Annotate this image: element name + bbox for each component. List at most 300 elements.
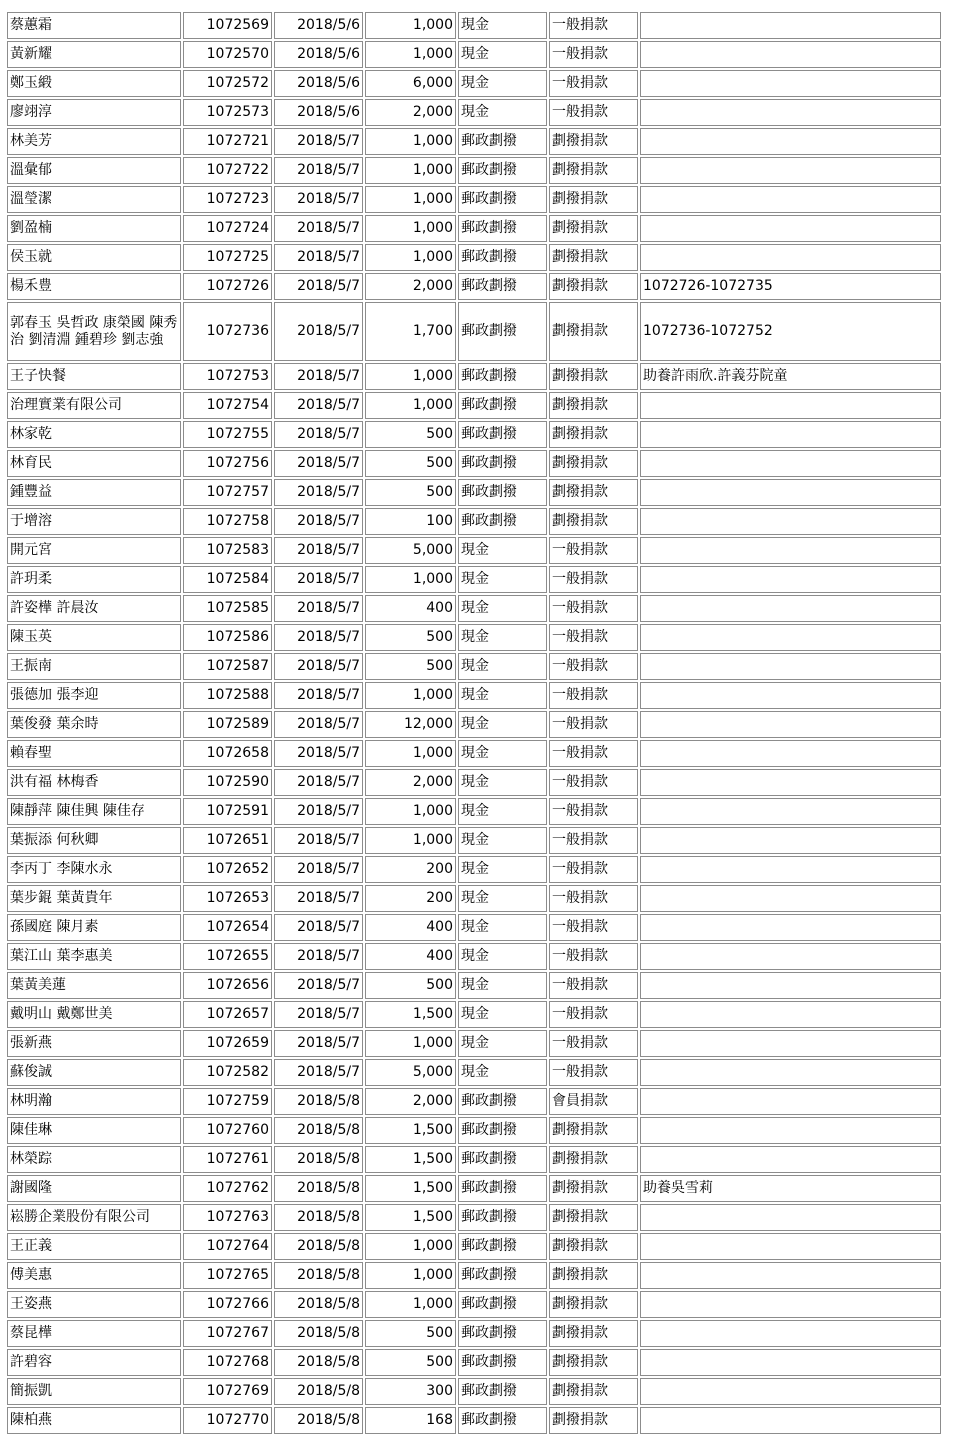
date-cell: 2018/5/7 bbox=[274, 769, 363, 796]
receipt-number-cell: 1072591 bbox=[183, 798, 272, 825]
table-row bbox=[7, 885, 941, 912]
date-cell: 2018/5/8 bbox=[274, 1204, 363, 1231]
date-cell: 2018/5/8 bbox=[274, 1262, 363, 1289]
payment-method-cell: 郵政劃撥 bbox=[458, 157, 547, 184]
donor-name-cell: 陳柏燕 bbox=[7, 1407, 181, 1434]
donation-category-cell: 劃撥捐款 bbox=[549, 1117, 638, 1144]
payment-method-cell: 現金 bbox=[458, 769, 547, 796]
table-row bbox=[7, 1349, 941, 1376]
note-cell bbox=[640, 1407, 941, 1434]
amount-cell: 500 bbox=[365, 1349, 456, 1376]
date-cell: 2018/5/7 bbox=[274, 421, 363, 448]
note-cell: 助養許雨欣.許義芬院童 bbox=[640, 363, 941, 390]
donation-category-cell: 會員捐款 bbox=[549, 1088, 638, 1115]
donation-category-cell: 劃撥捐款 bbox=[549, 421, 638, 448]
note-cell bbox=[640, 885, 941, 912]
note-cell bbox=[640, 12, 941, 39]
amount-cell: 1,000 bbox=[365, 392, 456, 419]
date-cell: 2018/5/7 bbox=[274, 682, 363, 709]
receipt-number-cell: 1072723 bbox=[183, 186, 272, 213]
payment-method-cell: 郵政劃撥 bbox=[458, 1320, 547, 1347]
date-cell: 2018/5/7 bbox=[274, 302, 363, 361]
donor-name-cell: 鄭玉緞 bbox=[7, 70, 181, 97]
table-row bbox=[7, 1262, 941, 1289]
table-row bbox=[7, 972, 941, 999]
table-row bbox=[7, 244, 941, 271]
date-cell: 2018/5/8 bbox=[274, 1088, 363, 1115]
amount-cell: 1,000 bbox=[365, 1233, 456, 1260]
receipt-number-cell: 1072655 bbox=[183, 943, 272, 970]
date-cell: 2018/5/8 bbox=[274, 1378, 363, 1405]
date-cell: 2018/5/7 bbox=[274, 157, 363, 184]
receipt-number-cell: 1072722 bbox=[183, 157, 272, 184]
donor-name-cell: 葉俊發 葉余時 bbox=[7, 711, 181, 738]
donor-name-cell: 陳靜萍 陳佳興 陳佳存 bbox=[7, 798, 181, 825]
donation-category-cell: 劃撥捐款 bbox=[549, 450, 638, 477]
table-row bbox=[7, 769, 941, 796]
date-cell: 2018/5/7 bbox=[274, 392, 363, 419]
date-cell: 2018/5/7 bbox=[274, 479, 363, 506]
date-cell: 2018/5/7 bbox=[274, 885, 363, 912]
payment-method-cell: 郵政劃撥 bbox=[458, 1407, 547, 1434]
table-row bbox=[7, 1204, 941, 1231]
table-row bbox=[7, 682, 941, 709]
table-row bbox=[7, 1117, 941, 1144]
donation-category-cell: 一般捐款 bbox=[549, 537, 638, 564]
table-row bbox=[7, 41, 941, 68]
donation-category-cell: 劃撥捐款 bbox=[549, 1349, 638, 1376]
donor-name-cell: 許玥柔 bbox=[7, 566, 181, 593]
donation-category-cell: 一般捐款 bbox=[549, 914, 638, 941]
donor-name-cell: 張德加 張李迎 bbox=[7, 682, 181, 709]
payment-method-cell: 現金 bbox=[458, 12, 547, 39]
amount-cell: 1,700 bbox=[365, 302, 456, 361]
receipt-number-cell: 1072658 bbox=[183, 740, 272, 767]
note-cell bbox=[640, 972, 941, 999]
receipt-number-cell: 1072585 bbox=[183, 595, 272, 622]
payment-method-cell: 現金 bbox=[458, 914, 547, 941]
payment-method-cell: 郵政劃撥 bbox=[458, 302, 547, 361]
receipt-number-cell: 1072726 bbox=[183, 273, 272, 300]
donation-category-cell: 一般捐款 bbox=[549, 885, 638, 912]
amount-cell: 5,000 bbox=[365, 1059, 456, 1086]
donation-category-cell: 劃撥捐款 bbox=[549, 479, 638, 506]
receipt-number-cell: 1072753 bbox=[183, 363, 272, 390]
note-cell: 助養吳雪莉 bbox=[640, 1175, 941, 1202]
donation-category-cell: 劃撥捐款 bbox=[549, 363, 638, 390]
date-cell: 2018/5/7 bbox=[274, 508, 363, 535]
table-row bbox=[7, 421, 941, 448]
date-cell: 2018/5/7 bbox=[274, 244, 363, 271]
note-cell bbox=[640, 244, 941, 271]
receipt-number-cell: 1072759 bbox=[183, 1088, 272, 1115]
amount-cell: 500 bbox=[365, 1320, 456, 1347]
donation-category-cell: 劃撥捐款 bbox=[549, 1378, 638, 1405]
payment-method-cell: 現金 bbox=[458, 972, 547, 999]
donation-category-cell: 劃撥捐款 bbox=[549, 273, 638, 300]
payment-method-cell: 郵政劃撥 bbox=[458, 244, 547, 271]
donation-category-cell: 一般捐款 bbox=[549, 595, 638, 622]
note-cell bbox=[640, 157, 941, 184]
donation-category-cell: 劃撥捐款 bbox=[549, 1320, 638, 1347]
payment-method-cell: 現金 bbox=[458, 624, 547, 651]
donation-category-cell: 一般捐款 bbox=[549, 682, 638, 709]
receipt-number-cell: 1072572 bbox=[183, 70, 272, 97]
receipt-number-cell: 1072584 bbox=[183, 566, 272, 593]
note-cell bbox=[640, 1233, 941, 1260]
receipt-number-cell: 1072652 bbox=[183, 856, 272, 883]
amount-cell: 2,000 bbox=[365, 769, 456, 796]
table-row bbox=[7, 302, 941, 361]
donation-category-cell: 劃撥捐款 bbox=[549, 1407, 638, 1434]
note-cell bbox=[640, 450, 941, 477]
donation-category-cell: 一般捐款 bbox=[549, 798, 638, 825]
date-cell: 2018/5/7 bbox=[274, 566, 363, 593]
donation-category-cell: 劃撥捐款 bbox=[549, 215, 638, 242]
note-cell bbox=[640, 1088, 941, 1115]
date-cell: 2018/5/7 bbox=[274, 215, 363, 242]
amount-cell: 300 bbox=[365, 1378, 456, 1405]
date-cell: 2018/5/8 bbox=[274, 1407, 363, 1434]
payment-method-cell: 現金 bbox=[458, 1030, 547, 1057]
donation-category-cell: 劃撥捐款 bbox=[549, 157, 638, 184]
table-row bbox=[7, 1378, 941, 1405]
donor-name-cell: 葉黃美蓮 bbox=[7, 972, 181, 999]
amount-cell: 5,000 bbox=[365, 537, 456, 564]
donation-category-cell: 一般捐款 bbox=[549, 1059, 638, 1086]
table-row bbox=[7, 128, 941, 155]
payment-method-cell: 現金 bbox=[458, 740, 547, 767]
note-cell bbox=[640, 711, 941, 738]
payment-method-cell: 現金 bbox=[458, 711, 547, 738]
table-row bbox=[7, 273, 941, 300]
note-cell bbox=[640, 479, 941, 506]
amount-cell: 1,000 bbox=[365, 41, 456, 68]
table-row bbox=[7, 99, 941, 126]
donor-name-cell: 溫彙郁 bbox=[7, 157, 181, 184]
amount-cell: 1,000 bbox=[365, 827, 456, 854]
receipt-number-cell: 1072756 bbox=[183, 450, 272, 477]
table-row bbox=[7, 1407, 941, 1434]
receipt-number-cell: 1072583 bbox=[183, 537, 272, 564]
date-cell: 2018/5/7 bbox=[274, 798, 363, 825]
donation-category-cell: 一般捐款 bbox=[549, 856, 638, 883]
table-row bbox=[7, 827, 941, 854]
receipt-number-cell: 1072765 bbox=[183, 1262, 272, 1289]
payment-method-cell: 郵政劃撥 bbox=[458, 1349, 547, 1376]
payment-method-cell: 現金 bbox=[458, 885, 547, 912]
table-row bbox=[7, 1175, 941, 1202]
amount-cell: 1,000 bbox=[365, 12, 456, 39]
table-row bbox=[7, 1291, 941, 1318]
note-cell bbox=[640, 1001, 941, 1028]
note-cell bbox=[640, 1204, 941, 1231]
note-cell bbox=[640, 682, 941, 709]
payment-method-cell: 郵政劃撥 bbox=[458, 1117, 547, 1144]
payment-method-cell: 現金 bbox=[458, 1059, 547, 1086]
payment-method-cell: 現金 bbox=[458, 41, 547, 68]
receipt-number-cell: 1072654 bbox=[183, 914, 272, 941]
date-cell: 2018/5/7 bbox=[274, 450, 363, 477]
payment-method-cell: 現金 bbox=[458, 682, 547, 709]
note-cell bbox=[640, 1117, 941, 1144]
note-cell bbox=[640, 215, 941, 242]
donation-category-cell: 劃撥捐款 bbox=[549, 186, 638, 213]
donor-name-cell: 劉盈楠 bbox=[7, 215, 181, 242]
table-row bbox=[7, 450, 941, 477]
table-row bbox=[7, 392, 941, 419]
amount-cell: 200 bbox=[365, 885, 456, 912]
date-cell: 2018/5/7 bbox=[274, 972, 363, 999]
table-row bbox=[7, 157, 941, 184]
amount-cell: 400 bbox=[365, 914, 456, 941]
table-row bbox=[7, 508, 941, 535]
date-cell: 2018/5/8 bbox=[274, 1320, 363, 1347]
table-row bbox=[7, 70, 941, 97]
amount-cell: 1,500 bbox=[365, 1001, 456, 1028]
table-row bbox=[7, 1059, 941, 1086]
donation-category-cell: 劃撥捐款 bbox=[549, 244, 638, 271]
donor-name-cell: 許碧容 bbox=[7, 1349, 181, 1376]
receipt-number-cell: 1072757 bbox=[183, 479, 272, 506]
note-cell bbox=[640, 99, 941, 126]
note-cell bbox=[640, 624, 941, 651]
date-cell: 2018/5/7 bbox=[274, 943, 363, 970]
date-cell: 2018/5/8 bbox=[274, 1175, 363, 1202]
note-cell bbox=[640, 827, 941, 854]
date-cell: 2018/5/7 bbox=[274, 1001, 363, 1028]
table-row bbox=[7, 1088, 941, 1115]
date-cell: 2018/5/7 bbox=[274, 363, 363, 390]
amount-cell: 1,000 bbox=[365, 363, 456, 390]
receipt-number-cell: 1072590 bbox=[183, 769, 272, 796]
receipt-number-cell: 1072569 bbox=[183, 12, 272, 39]
donor-name-cell: 許姿樺 許晨汝 bbox=[7, 595, 181, 622]
receipt-number-cell: 1072586 bbox=[183, 624, 272, 651]
amount-cell: 500 bbox=[365, 450, 456, 477]
donation-category-cell: 劃撥捐款 bbox=[549, 1233, 638, 1260]
donor-name-cell: 林育民 bbox=[7, 450, 181, 477]
note-cell bbox=[640, 595, 941, 622]
payment-method-cell: 郵政劃撥 bbox=[458, 1262, 547, 1289]
amount-cell: 1,000 bbox=[365, 566, 456, 593]
note-cell bbox=[640, 653, 941, 680]
donation-category-cell: 一般捐款 bbox=[549, 566, 638, 593]
date-cell: 2018/5/7 bbox=[274, 740, 363, 767]
payment-method-cell: 現金 bbox=[458, 856, 547, 883]
amount-cell: 6,000 bbox=[365, 70, 456, 97]
amount-cell: 1,000 bbox=[365, 1030, 456, 1057]
donation-category-cell: 劃撥捐款 bbox=[549, 1146, 638, 1173]
note-cell bbox=[640, 943, 941, 970]
donor-name-cell: 洪有福 林梅香 bbox=[7, 769, 181, 796]
amount-cell: 1,000 bbox=[365, 1262, 456, 1289]
donor-name-cell: 傅美惠 bbox=[7, 1262, 181, 1289]
donation-category-cell: 一般捐款 bbox=[549, 711, 638, 738]
table-row bbox=[7, 1030, 941, 1057]
donation-category-cell: 一般捐款 bbox=[549, 41, 638, 68]
note-cell bbox=[640, 769, 941, 796]
receipt-number-cell: 1072770 bbox=[183, 1407, 272, 1434]
receipt-number-cell: 1072721 bbox=[183, 128, 272, 155]
amount-cell: 1,000 bbox=[365, 215, 456, 242]
note-cell bbox=[640, 421, 941, 448]
receipt-number-cell: 1072570 bbox=[183, 41, 272, 68]
amount-cell: 200 bbox=[365, 856, 456, 883]
donor-name-cell: 王姿燕 bbox=[7, 1291, 181, 1318]
payment-method-cell: 郵政劃撥 bbox=[458, 1204, 547, 1231]
receipt-number-cell: 1072589 bbox=[183, 711, 272, 738]
donor-name-cell: 開元宮 bbox=[7, 537, 181, 564]
date-cell: 2018/5/7 bbox=[274, 128, 363, 155]
table-row bbox=[7, 943, 941, 970]
donation-category-cell: 一般捐款 bbox=[549, 827, 638, 854]
donation-category-cell: 劃撥捐款 bbox=[549, 1262, 638, 1289]
note-cell bbox=[640, 70, 941, 97]
amount-cell: 12,000 bbox=[365, 711, 456, 738]
donor-name-cell: 王振南 bbox=[7, 653, 181, 680]
donor-name-cell: 張新燕 bbox=[7, 1030, 181, 1057]
amount-cell: 400 bbox=[365, 943, 456, 970]
date-cell: 2018/5/7 bbox=[274, 595, 363, 622]
donor-name-cell: 孫國庭 陳月素 bbox=[7, 914, 181, 941]
receipt-number-cell: 1072758 bbox=[183, 508, 272, 535]
donation-table bbox=[5, 10, 943, 1436]
receipt-number-cell: 1072769 bbox=[183, 1378, 272, 1405]
receipt-number-cell: 1072754 bbox=[183, 392, 272, 419]
donor-name-cell: 李丙丁 李陳水永 bbox=[7, 856, 181, 883]
date-cell: 2018/5/7 bbox=[274, 624, 363, 651]
note-cell bbox=[640, 1030, 941, 1057]
note-cell bbox=[640, 537, 941, 564]
donation-category-cell: 一般捐款 bbox=[549, 972, 638, 999]
note-cell bbox=[640, 914, 941, 941]
donor-name-cell: 林明瀚 bbox=[7, 1088, 181, 1115]
donor-name-cell: 郭春玉 吳哲政 康榮國 陳秀治 劉清淵 鍾碧珍 劉志強 bbox=[7, 302, 181, 361]
donor-name-cell: 蘇俊誠 bbox=[7, 1059, 181, 1086]
receipt-number-cell: 1072766 bbox=[183, 1291, 272, 1318]
table-row bbox=[7, 624, 941, 651]
note-cell bbox=[640, 1378, 941, 1405]
donor-name-cell: 王正義 bbox=[7, 1233, 181, 1260]
note-cell bbox=[640, 41, 941, 68]
payment-method-cell: 現金 bbox=[458, 595, 547, 622]
table-row bbox=[7, 798, 941, 825]
receipt-number-cell: 1072588 bbox=[183, 682, 272, 709]
table-row bbox=[7, 215, 941, 242]
donation-category-cell: 一般捐款 bbox=[549, 943, 638, 970]
table-row bbox=[7, 653, 941, 680]
table-row bbox=[7, 595, 941, 622]
date-cell: 2018/5/6 bbox=[274, 41, 363, 68]
amount-cell: 400 bbox=[365, 595, 456, 622]
date-cell: 2018/5/8 bbox=[274, 1349, 363, 1376]
payment-method-cell: 現金 bbox=[458, 99, 547, 126]
date-cell: 2018/5/7 bbox=[274, 537, 363, 564]
note-cell: 1072726-1072735 bbox=[640, 273, 941, 300]
donor-name-cell: 蔡蕙霜 bbox=[7, 12, 181, 39]
receipt-number-cell: 1072724 bbox=[183, 215, 272, 242]
donor-name-cell: 林美芳 bbox=[7, 128, 181, 155]
table-row bbox=[7, 914, 941, 941]
note-cell bbox=[640, 1146, 941, 1173]
donor-name-cell: 鍾豐益 bbox=[7, 479, 181, 506]
donation-category-cell: 一般捐款 bbox=[549, 740, 638, 767]
amount-cell: 1,500 bbox=[365, 1204, 456, 1231]
payment-method-cell: 郵政劃撥 bbox=[458, 128, 547, 155]
donor-name-cell: 楊禾豊 bbox=[7, 273, 181, 300]
note-cell bbox=[640, 856, 941, 883]
receipt-number-cell: 1072651 bbox=[183, 827, 272, 854]
amount-cell: 1,500 bbox=[365, 1117, 456, 1144]
table-row bbox=[7, 740, 941, 767]
payment-method-cell: 郵政劃撥 bbox=[458, 1378, 547, 1405]
donation-category-cell: 一般捐款 bbox=[549, 1030, 638, 1057]
donor-name-cell: 陳玉英 bbox=[7, 624, 181, 651]
receipt-number-cell: 1072755 bbox=[183, 421, 272, 448]
donor-name-cell: 王子快餐 bbox=[7, 363, 181, 390]
amount-cell: 1,500 bbox=[365, 1175, 456, 1202]
donor-name-cell: 崧勝企業股份有限公司 bbox=[7, 1204, 181, 1231]
donation-category-cell: 劃撥捐款 bbox=[549, 392, 638, 419]
note-cell bbox=[640, 1291, 941, 1318]
table-row bbox=[7, 1001, 941, 1028]
payment-method-cell: 郵政劃撥 bbox=[458, 1175, 547, 1202]
donor-name-cell: 廖翊淳 bbox=[7, 99, 181, 126]
amount-cell: 1,000 bbox=[365, 128, 456, 155]
payment-method-cell: 現金 bbox=[458, 70, 547, 97]
donation-category-cell: 一般捐款 bbox=[549, 624, 638, 651]
receipt-number-cell: 1072582 bbox=[183, 1059, 272, 1086]
payment-method-cell: 郵政劃撥 bbox=[458, 186, 547, 213]
payment-method-cell: 現金 bbox=[458, 537, 547, 564]
donor-name-cell: 葉振添 何秋卿 bbox=[7, 827, 181, 854]
payment-method-cell: 現金 bbox=[458, 943, 547, 970]
donation-category-cell: 劃撥捐款 bbox=[549, 1204, 638, 1231]
date-cell: 2018/5/7 bbox=[274, 1030, 363, 1057]
table-row bbox=[7, 479, 941, 506]
donor-name-cell: 溫瑩潔 bbox=[7, 186, 181, 213]
donation-category-cell: 一般捐款 bbox=[549, 12, 638, 39]
donation-category-cell: 一般捐款 bbox=[549, 70, 638, 97]
table-row bbox=[7, 711, 941, 738]
amount-cell: 1,000 bbox=[365, 1291, 456, 1318]
donor-name-cell: 林榮踪 bbox=[7, 1146, 181, 1173]
payment-method-cell: 郵政劃撥 bbox=[458, 1233, 547, 1260]
receipt-number-cell: 1072762 bbox=[183, 1175, 272, 1202]
note-cell bbox=[640, 1349, 941, 1376]
donation-category-cell: 劃撥捐款 bbox=[549, 508, 638, 535]
date-cell: 2018/5/6 bbox=[274, 99, 363, 126]
donor-name-cell: 簡振凱 bbox=[7, 1378, 181, 1405]
payment-method-cell: 郵政劃撥 bbox=[458, 479, 547, 506]
payment-method-cell: 郵政劃撥 bbox=[458, 1146, 547, 1173]
date-cell: 2018/5/8 bbox=[274, 1117, 363, 1144]
table-row bbox=[7, 1320, 941, 1347]
receipt-number-cell: 1072656 bbox=[183, 972, 272, 999]
payment-method-cell: 郵政劃撥 bbox=[458, 450, 547, 477]
amount-cell: 500 bbox=[365, 479, 456, 506]
payment-method-cell: 郵政劃撥 bbox=[458, 421, 547, 448]
date-cell: 2018/5/7 bbox=[274, 827, 363, 854]
date-cell: 2018/5/6 bbox=[274, 70, 363, 97]
receipt-number-cell: 1072587 bbox=[183, 653, 272, 680]
table-row bbox=[7, 12, 941, 39]
donor-name-cell: 治理實業有限公司 bbox=[7, 392, 181, 419]
payment-method-cell: 現金 bbox=[458, 798, 547, 825]
amount-cell: 2,000 bbox=[365, 99, 456, 126]
donation-category-cell: 劃撥捐款 bbox=[549, 302, 638, 361]
